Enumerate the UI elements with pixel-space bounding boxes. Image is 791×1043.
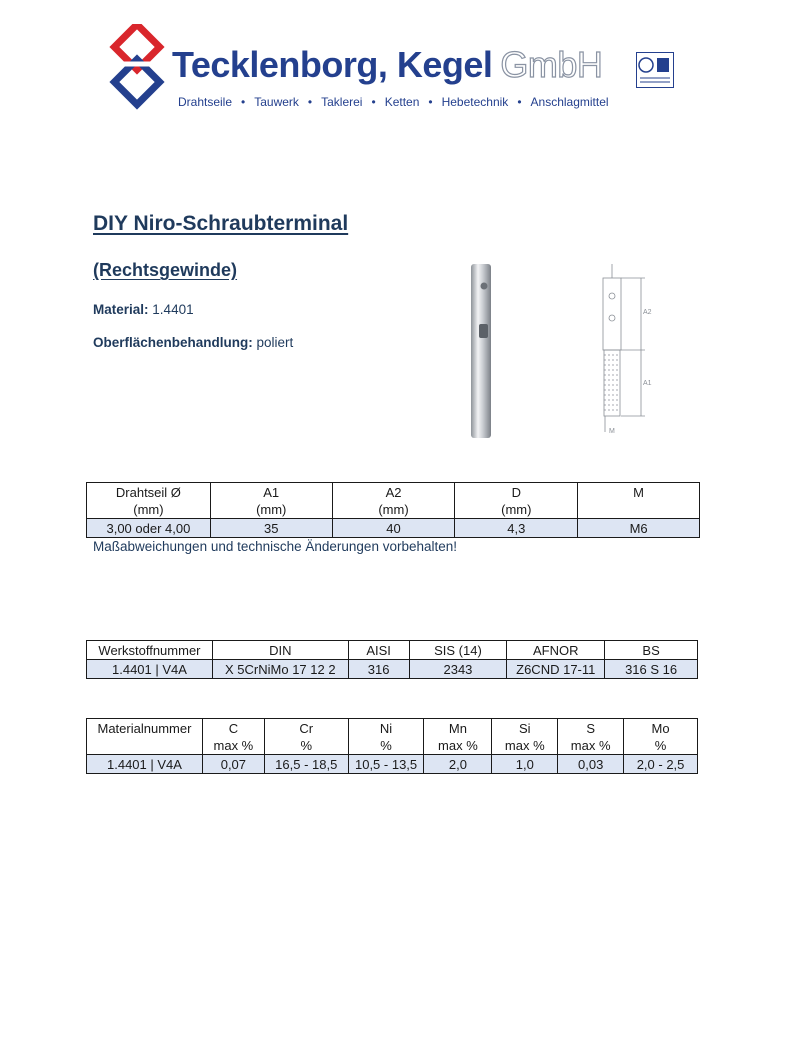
table-cell: 316 — [348, 660, 409, 679]
material-value: 1.4401 — [152, 302, 194, 317]
composition-table — [86, 718, 698, 774]
product-subtitle: (Rechtsgewinde) — [93, 260, 238, 280]
header-cell: AISI — [348, 641, 409, 660]
table-header-row — [87, 483, 700, 519]
tagline-item: Taklerei — [321, 95, 363, 109]
table-cell: 0,07 — [202, 755, 264, 774]
table-cell: 316 S 16 — [605, 660, 698, 679]
table-cell: 2343 — [409, 660, 507, 679]
material-line — [93, 302, 194, 317]
letterhead — [104, 24, 684, 116]
material-label: Material: — [93, 302, 149, 317]
surface-line — [93, 335, 293, 350]
header-cell: Drahtseil Ø (mm) — [87, 483, 211, 519]
header-cell: M — [578, 483, 700, 519]
surface-value: poliert — [256, 335, 294, 350]
header-cell: D (mm) — [455, 483, 578, 519]
company-name: Tecklenborg, Kegel GmbH — [172, 44, 603, 85]
company-suffix: GmbH — [500, 44, 603, 85]
tagline-item: Hebetechnik — [441, 95, 509, 109]
header-cell: DIN — [212, 641, 348, 660]
table-cell: 35 — [210, 519, 332, 538]
tagline-item: Drahtseile — [178, 95, 233, 109]
company-logo-icon — [104, 24, 170, 110]
header-cell: C max % — [202, 719, 264, 755]
table-cell: 16,5 - 18,5 — [264, 755, 348, 774]
table-header-row — [87, 719, 698, 755]
disclaimer-note: Maßabweichungen und technische Änderungen vorbehalten! — [93, 539, 458, 554]
header-cell: AFNOR — [507, 641, 605, 660]
header-cell: BS — [605, 641, 698, 660]
header-cell: S max % — [558, 719, 624, 755]
business-tagline: Drahtseile • Tauwerk • Taklerei • Ketten • Hebetechnik • Anschlagmittel — [178, 95, 609, 109]
header-cell: Mn max % — [424, 719, 492, 755]
table-cell: 2,0 — [424, 755, 492, 774]
tagline-item: Tauwerk — [254, 95, 299, 109]
product-photo — [462, 262, 500, 440]
table-cell: 10,5 - 13,5 — [348, 755, 424, 774]
table-row — [87, 660, 698, 679]
certification-icon — [636, 52, 674, 88]
table-cell: 40 — [332, 519, 455, 538]
header-cell: Si max % — [492, 719, 558, 755]
header-cell: SIS (14) — [409, 641, 507, 660]
tagline-item: Anschlagmittel — [530, 95, 609, 109]
table-cell: X 5CrNiMo 17 12 2 — [212, 660, 348, 679]
product-title: DIY Niro-Schraubterminal — [93, 212, 349, 235]
table-cell: 3,00 oder 4,00 — [87, 519, 211, 538]
table-row — [87, 755, 698, 774]
table-cell: 1,0 — [492, 755, 558, 774]
table-cell: 0,03 — [558, 755, 624, 774]
header-cell: Materialnummer — [87, 719, 203, 755]
label-a2: A2 — [643, 309, 652, 316]
dimensions-table — [86, 482, 700, 538]
technical-drawing — [585, 260, 665, 438]
table-cell: Z6CND 17-11 — [507, 660, 605, 679]
header-cell: Ni % — [348, 719, 424, 755]
table-cell: 2,0 - 2,5 — [624, 755, 698, 774]
table-row — [87, 519, 700, 538]
header-cell: Cr % — [264, 719, 348, 755]
header-cell: Werkstoffnummer — [87, 641, 213, 660]
header-cell: Mo % — [624, 719, 698, 755]
header-cell: A2 (mm) — [332, 483, 455, 519]
material-standards-table — [86, 640, 698, 679]
label-a1: A1 — [643, 380, 652, 387]
surface-label: Oberflächenbehandlung: — [93, 335, 253, 350]
table-cell: 1.4401 | V4A — [87, 755, 203, 774]
label-m: M — [609, 428, 615, 435]
header-cell: A1 (mm) — [210, 483, 332, 519]
table-header-row — [87, 641, 698, 660]
table-cell: M6 — [578, 519, 700, 538]
table-cell: 1.4401 | V4A — [87, 660, 213, 679]
tagline-item: Ketten — [384, 95, 420, 109]
table-cell: 4,3 — [455, 519, 578, 538]
